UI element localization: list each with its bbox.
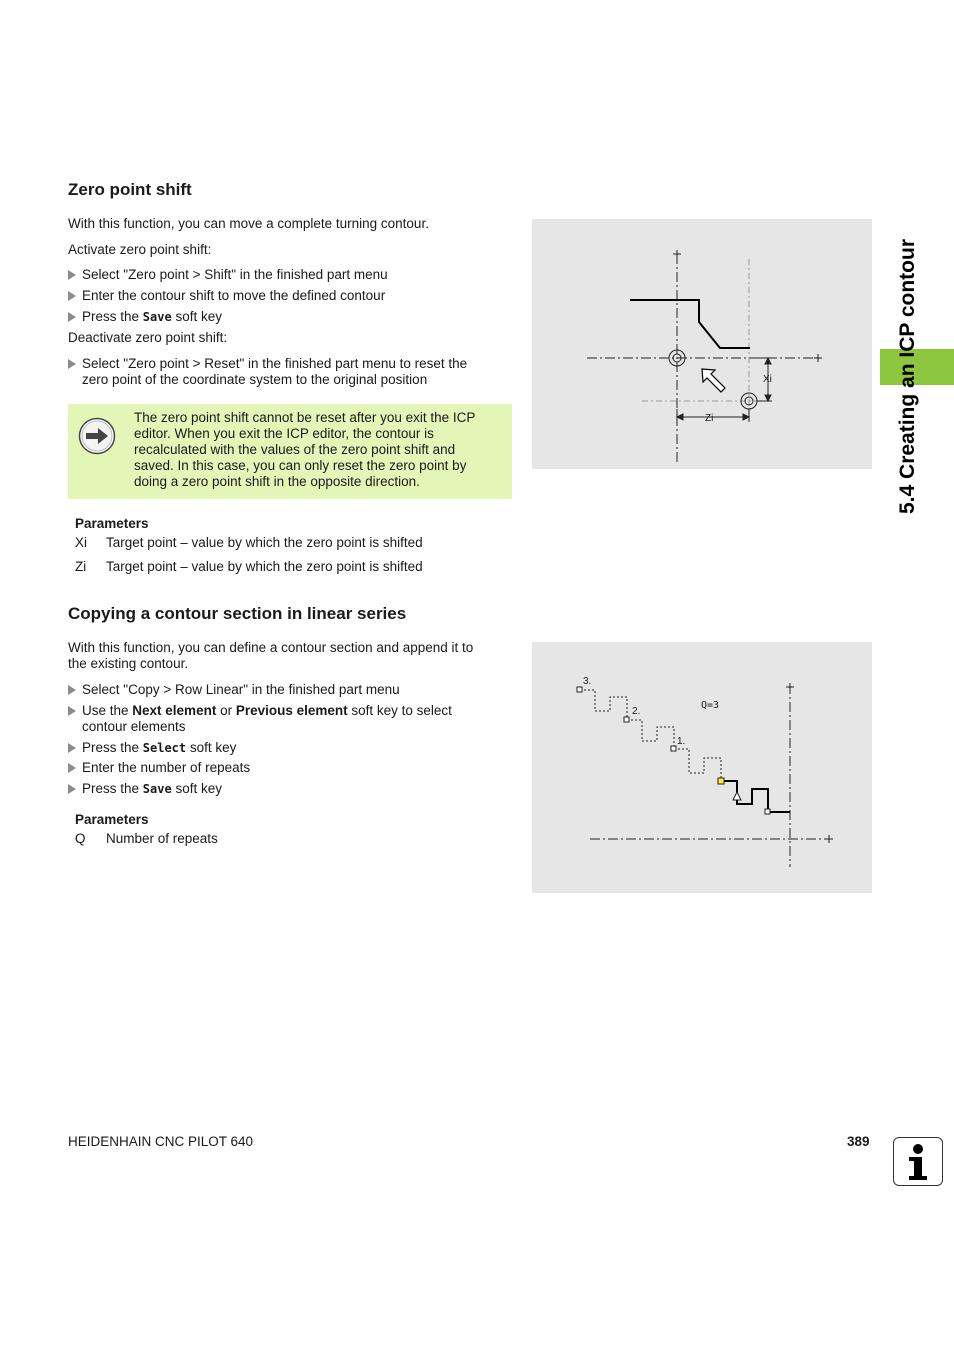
list-item: Enter the contour shift to move the defined contour: [68, 288, 385, 304]
info-icon: [893, 1137, 943, 1186]
page-number: 389: [847, 1134, 870, 1149]
figure-label-zi: Zi: [705, 413, 714, 424]
note-line: The zero point shift cannot be reset after you exit the ICP: [134, 410, 476, 425]
figure-label-copy-3: 3.: [583, 676, 592, 687]
param-key: Q: [75, 831, 86, 846]
triangle-bullet-icon: [68, 706, 76, 716]
param-desc: Target point – value by which the zero point is shifted: [106, 559, 423, 574]
softkey-previous-element: Previous element: [235, 703, 348, 718]
figure-label-xi: Xi: [763, 374, 772, 385]
figure-zero-point-shift: [532, 219, 872, 469]
list-item: Press the Select soft key: [68, 740, 236, 756]
footer-product: HEIDENHAIN CNC PILOT 640: [68, 1134, 254, 1149]
softkey-next-element: Next element: [132, 703, 217, 718]
softkey-save: Save: [142, 782, 172, 796]
parameters-heading: Parameters: [75, 516, 149, 531]
section-heading-zero-point-shift: Zero point shift: [68, 180, 192, 199]
list-item: Select "Zero point > Reset" in the finished part menu to reset the zero point of the coordinate system to the original position: [68, 356, 467, 388]
triangle-bullet-icon: [68, 270, 76, 280]
param-desc: Target point – value by which the zero point is shifted: [106, 535, 423, 550]
figure-copy-linear: [532, 642, 872, 893]
figure-label-copy-2: 2.: [632, 706, 641, 717]
section-heading-copy-linear: Copying a contour section in linear series: [68, 604, 407, 623]
note-line: doing a zero point shift in the opposite direction.: [134, 474, 420, 489]
note-line: saved. In this case, you can only reset the zero point by: [134, 458, 467, 473]
zero-point-shift-diagram: [532, 219, 872, 469]
arrow-right-circle-icon: [78, 417, 116, 455]
activate-label: Activate zero point shift:: [68, 242, 212, 257]
softkey-select: Select: [142, 741, 187, 755]
figure-label-q: Q=3: [701, 700, 720, 711]
note-line: editor. When you exit the ICP editor, the contour is: [134, 426, 434, 441]
list-item: Enter the number of repeats: [68, 760, 250, 776]
list-item: Use the Next element or Previous element soft key to select contour elements: [68, 703, 452, 735]
chapter-title: 5.4 Creating an ICP contour: [896, 239, 919, 514]
list-item: Select "Zero point > Shift" in the finished part menu: [68, 267, 388, 283]
param-desc: Number of repeats: [106, 831, 218, 846]
intro-text: With this function, you can move a complete turning contour.: [68, 216, 429, 231]
deactivate-label: Deactivate zero point shift:: [68, 330, 228, 345]
list-item: Press the Save soft key: [68, 309, 222, 325]
parameters-heading: Parameters: [75, 812, 149, 827]
triangle-bullet-icon: [68, 291, 76, 301]
triangle-bullet-icon: [68, 312, 76, 322]
triangle-bullet-icon: [68, 784, 76, 794]
param-key: Zi: [75, 559, 87, 574]
note-box: [68, 404, 512, 499]
triangle-bullet-icon: [68, 685, 76, 695]
param-key: Xi: [75, 535, 88, 550]
list-item: Select "Copy > Row Linear" in the finished part menu: [68, 682, 400, 698]
triangle-bullet-icon: [68, 743, 76, 753]
note-line: recalculated with the values of the zero point shift and: [134, 442, 456, 457]
figure-label-copy-1: 1.: [677, 736, 686, 747]
list-item: Press the Save soft key: [68, 781, 222, 797]
softkey-save: Save: [142, 310, 172, 324]
triangle-bullet-icon: [68, 763, 76, 773]
triangle-bullet-icon: [68, 359, 76, 369]
intro-text: With this function, you can define a contour section and append it to the existing contour.: [68, 640, 474, 671]
